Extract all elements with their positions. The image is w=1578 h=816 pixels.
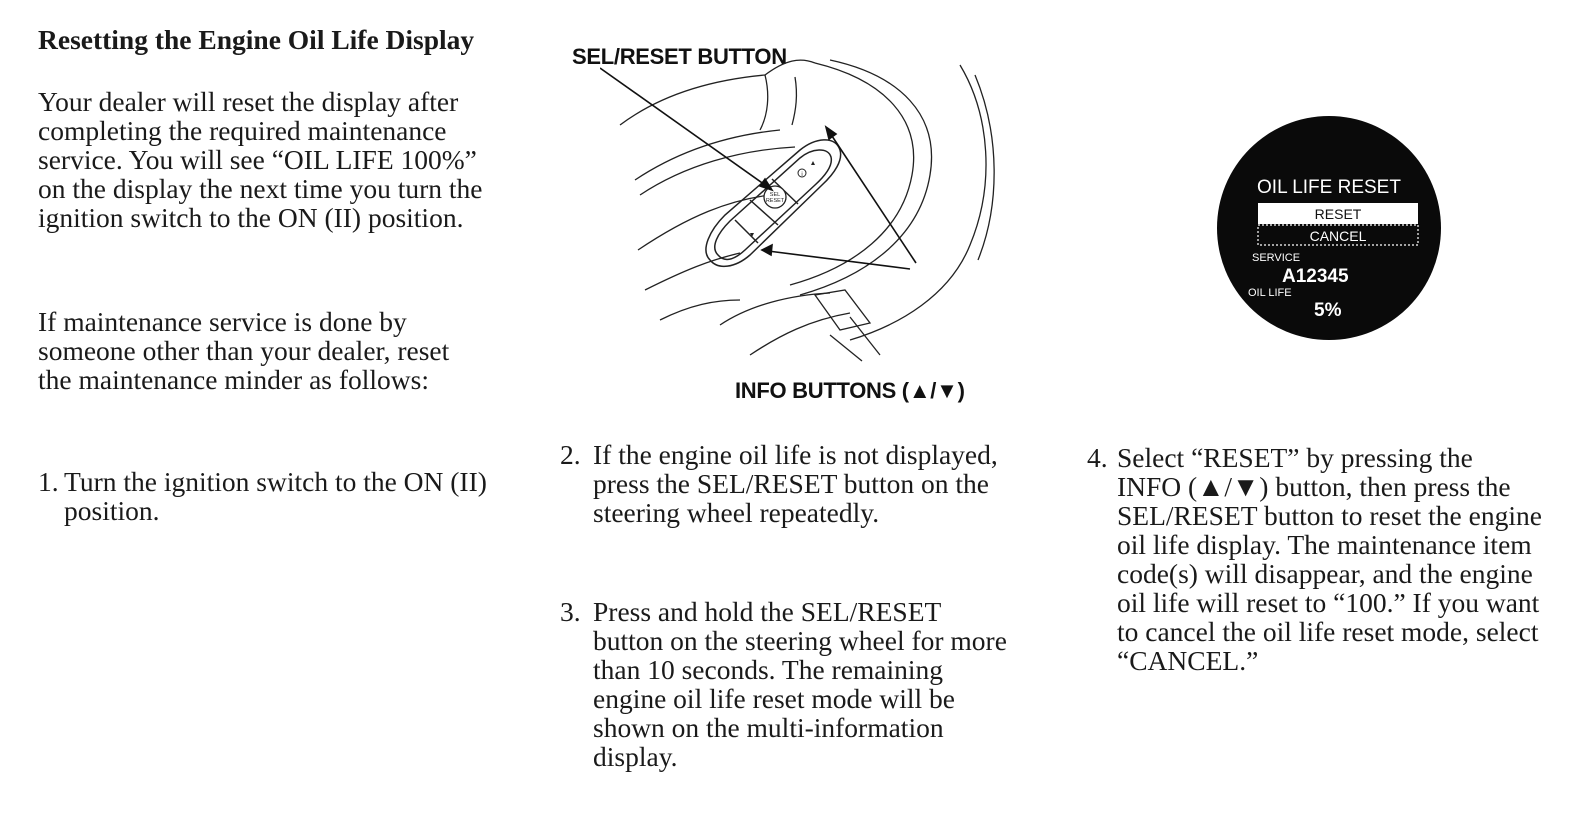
step-text: Select “RESET” by pressing the INFO (▲/▼) button, then press the SEL/RESET button to reset the engine oil life display. The maintenance item code(s) will disappear, and the engine oil life will reset to “100.” If you want to cancel the oil life reset mode, select “CANCEL.” — [1117, 442, 1542, 676]
step-number: 1. — [38, 466, 59, 497]
multi-information-display — [1216, 112, 1442, 344]
step-4 — [1087, 443, 1542, 675]
step-text: Press and hold the SEL/RESET button on the steering wheel for more than 10 seconds. The remaining engine oil life reset mode will be shown on the multi-information display. — [593, 596, 1007, 772]
step-number: 2. — [560, 439, 581, 470]
info-buttons-label: INFO BUTTONS (▲/▼) — [735, 378, 965, 403]
service-code: A12345 — [1282, 266, 1349, 287]
service-label: SERVICE — [1252, 252, 1301, 264]
step-text: If the engine oil life is not displayed, press the SEL/RESET button on the steering wheel repeatedly. — [593, 439, 998, 528]
oil-life-label: OIL LIFE — [1248, 287, 1292, 299]
step-3 — [560, 597, 1030, 771]
step-1 — [38, 467, 528, 525]
display-title: OIL LIFE RESET — [1257, 177, 1401, 198]
oil-life-value: 5% — [1314, 300, 1342, 321]
reset-text: RESET — [765, 198, 785, 204]
step-number: 3. — [560, 596, 581, 627]
up-arrow-icon — [811, 161, 815, 165]
step-number: 4. — [1087, 442, 1108, 473]
sel-reset-label: SEL/RESET BUTTON — [572, 44, 787, 69]
step-text: Turn the ignition switch to the ON (II) position. — [64, 466, 487, 526]
section-heading: Resetting the Engine Oil Life Display — [38, 24, 475, 55]
intro-paragraph: Your dealer will reset the display after completing the required maintenance service. You will see “OIL LIFE 100%” on the display the next time you turn the ignition switch to the ON (II) position. — [38, 86, 483, 233]
steering-wheel-diagram — [600, 55, 1020, 365]
sel-text: SEL — [769, 192, 781, 198]
reset-option: RESET — [1314, 206, 1362, 222]
cancel-option: CANCEL — [1309, 228, 1367, 244]
step-2 — [560, 440, 1030, 527]
svg-text:i: i — [801, 172, 803, 178]
dealer-paragraph: If maintenance service is done by someone other than your dealer, reset the maintenance minder as follows: — [38, 306, 450, 395]
